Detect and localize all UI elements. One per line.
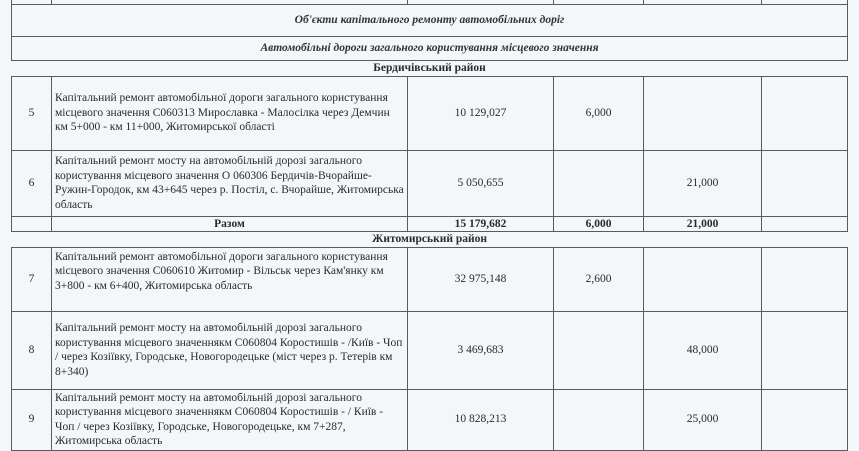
row-m — [644, 76, 762, 150]
row-cost: 10 129,027 — [408, 76, 554, 150]
row-number: 8 — [12, 311, 52, 389]
row-extra — [762, 389, 848, 450]
row-extra — [762, 76, 848, 150]
total-label: Разом — [52, 216, 408, 232]
table-row — [12, 389, 848, 450]
road-repair-table — [11, 0, 848, 451]
row-description: Капітальний ремонт автомобільної дороги загального користування місцевого значення С060610 Житомир - Вільськ через Кам'янку км 3+800 - км 6+400, Житомирська область — [52, 247, 408, 311]
row-number: 9 — [12, 389, 52, 450]
total-extra — [762, 216, 848, 232]
total-row — [12, 216, 848, 232]
row-extra — [762, 311, 848, 389]
row-description: Капітальний ремонт мосту на автомобільній дорозі загального користування місцевого значеннякм С060804 Коростишів - /Київ - Чоп / через Козіївку, Городське, Новогородецьке (міст через р. Тетерів км 8+340) — [52, 311, 408, 389]
row-number: 5 — [12, 76, 52, 150]
row-cost: 3 469,683 — [408, 311, 554, 389]
row-cost: 32 975,148 — [408, 247, 554, 311]
row-km — [554, 311, 644, 389]
row-m — [644, 247, 762, 311]
row-cost: 5 050,655 — [408, 150, 554, 216]
table-row — [12, 150, 848, 216]
row-extra — [762, 150, 848, 216]
section-title-row — [12, 5, 848, 37]
table-row — [12, 76, 848, 150]
district-header-row — [12, 61, 848, 77]
row-m: 25,000 — [644, 389, 762, 450]
total-km: 6,000 — [554, 216, 644, 232]
row-m: 21,000 — [644, 150, 762, 216]
row-description: Капітальний ремонт мосту на автомобільній дорозі загального користування місцевого значення О 060306 Бердичів-Вчорайше-Ружин-Городок, км 43+645 через р. Постіл, с. Вчорайше, Житомирська область — [52, 150, 408, 216]
row-description: Капітальний ремонт мосту на автомобільній дорозі загального користування місцевого значеннякм С060804 Коростишів - / Київ - Чоп / через Козіївку, Городське, Новогородецьке, км 7+287, Житомирська область — [52, 389, 408, 450]
row-km — [554, 150, 644, 216]
table-row — [12, 247, 848, 311]
row-extra — [762, 247, 848, 311]
row-km: 6,000 — [554, 76, 644, 150]
subsection-title: Автомобільні дороги загального користування місцевого значення — [12, 37, 848, 61]
district-header-row — [12, 232, 848, 248]
district-name: Житомирський район — [12, 232, 848, 248]
table-row — [12, 311, 848, 389]
row-cost: 10 828,213 — [408, 389, 554, 450]
row-m: 48,000 — [644, 311, 762, 389]
row-number: 6 — [12, 150, 52, 216]
total-m: 21,000 — [644, 216, 762, 232]
row-number: 7 — [12, 247, 52, 311]
subsection-title-row — [12, 37, 848, 61]
district-name: Бердичівський район — [12, 61, 848, 77]
total-cost: 15 179,682 — [408, 216, 554, 232]
row-km: 2,600 — [554, 247, 644, 311]
row-description: Капітальний ремонт автомобільної дороги загального користування місцевого значення С060313 Мирославка - Малосілка через Демчин км 5+000 - км 11+000, Житомирської області — [52, 76, 408, 150]
section-title: Об'єкти капітального ремонту автомобільних доріг — [12, 5, 848, 37]
row-km — [554, 389, 644, 450]
